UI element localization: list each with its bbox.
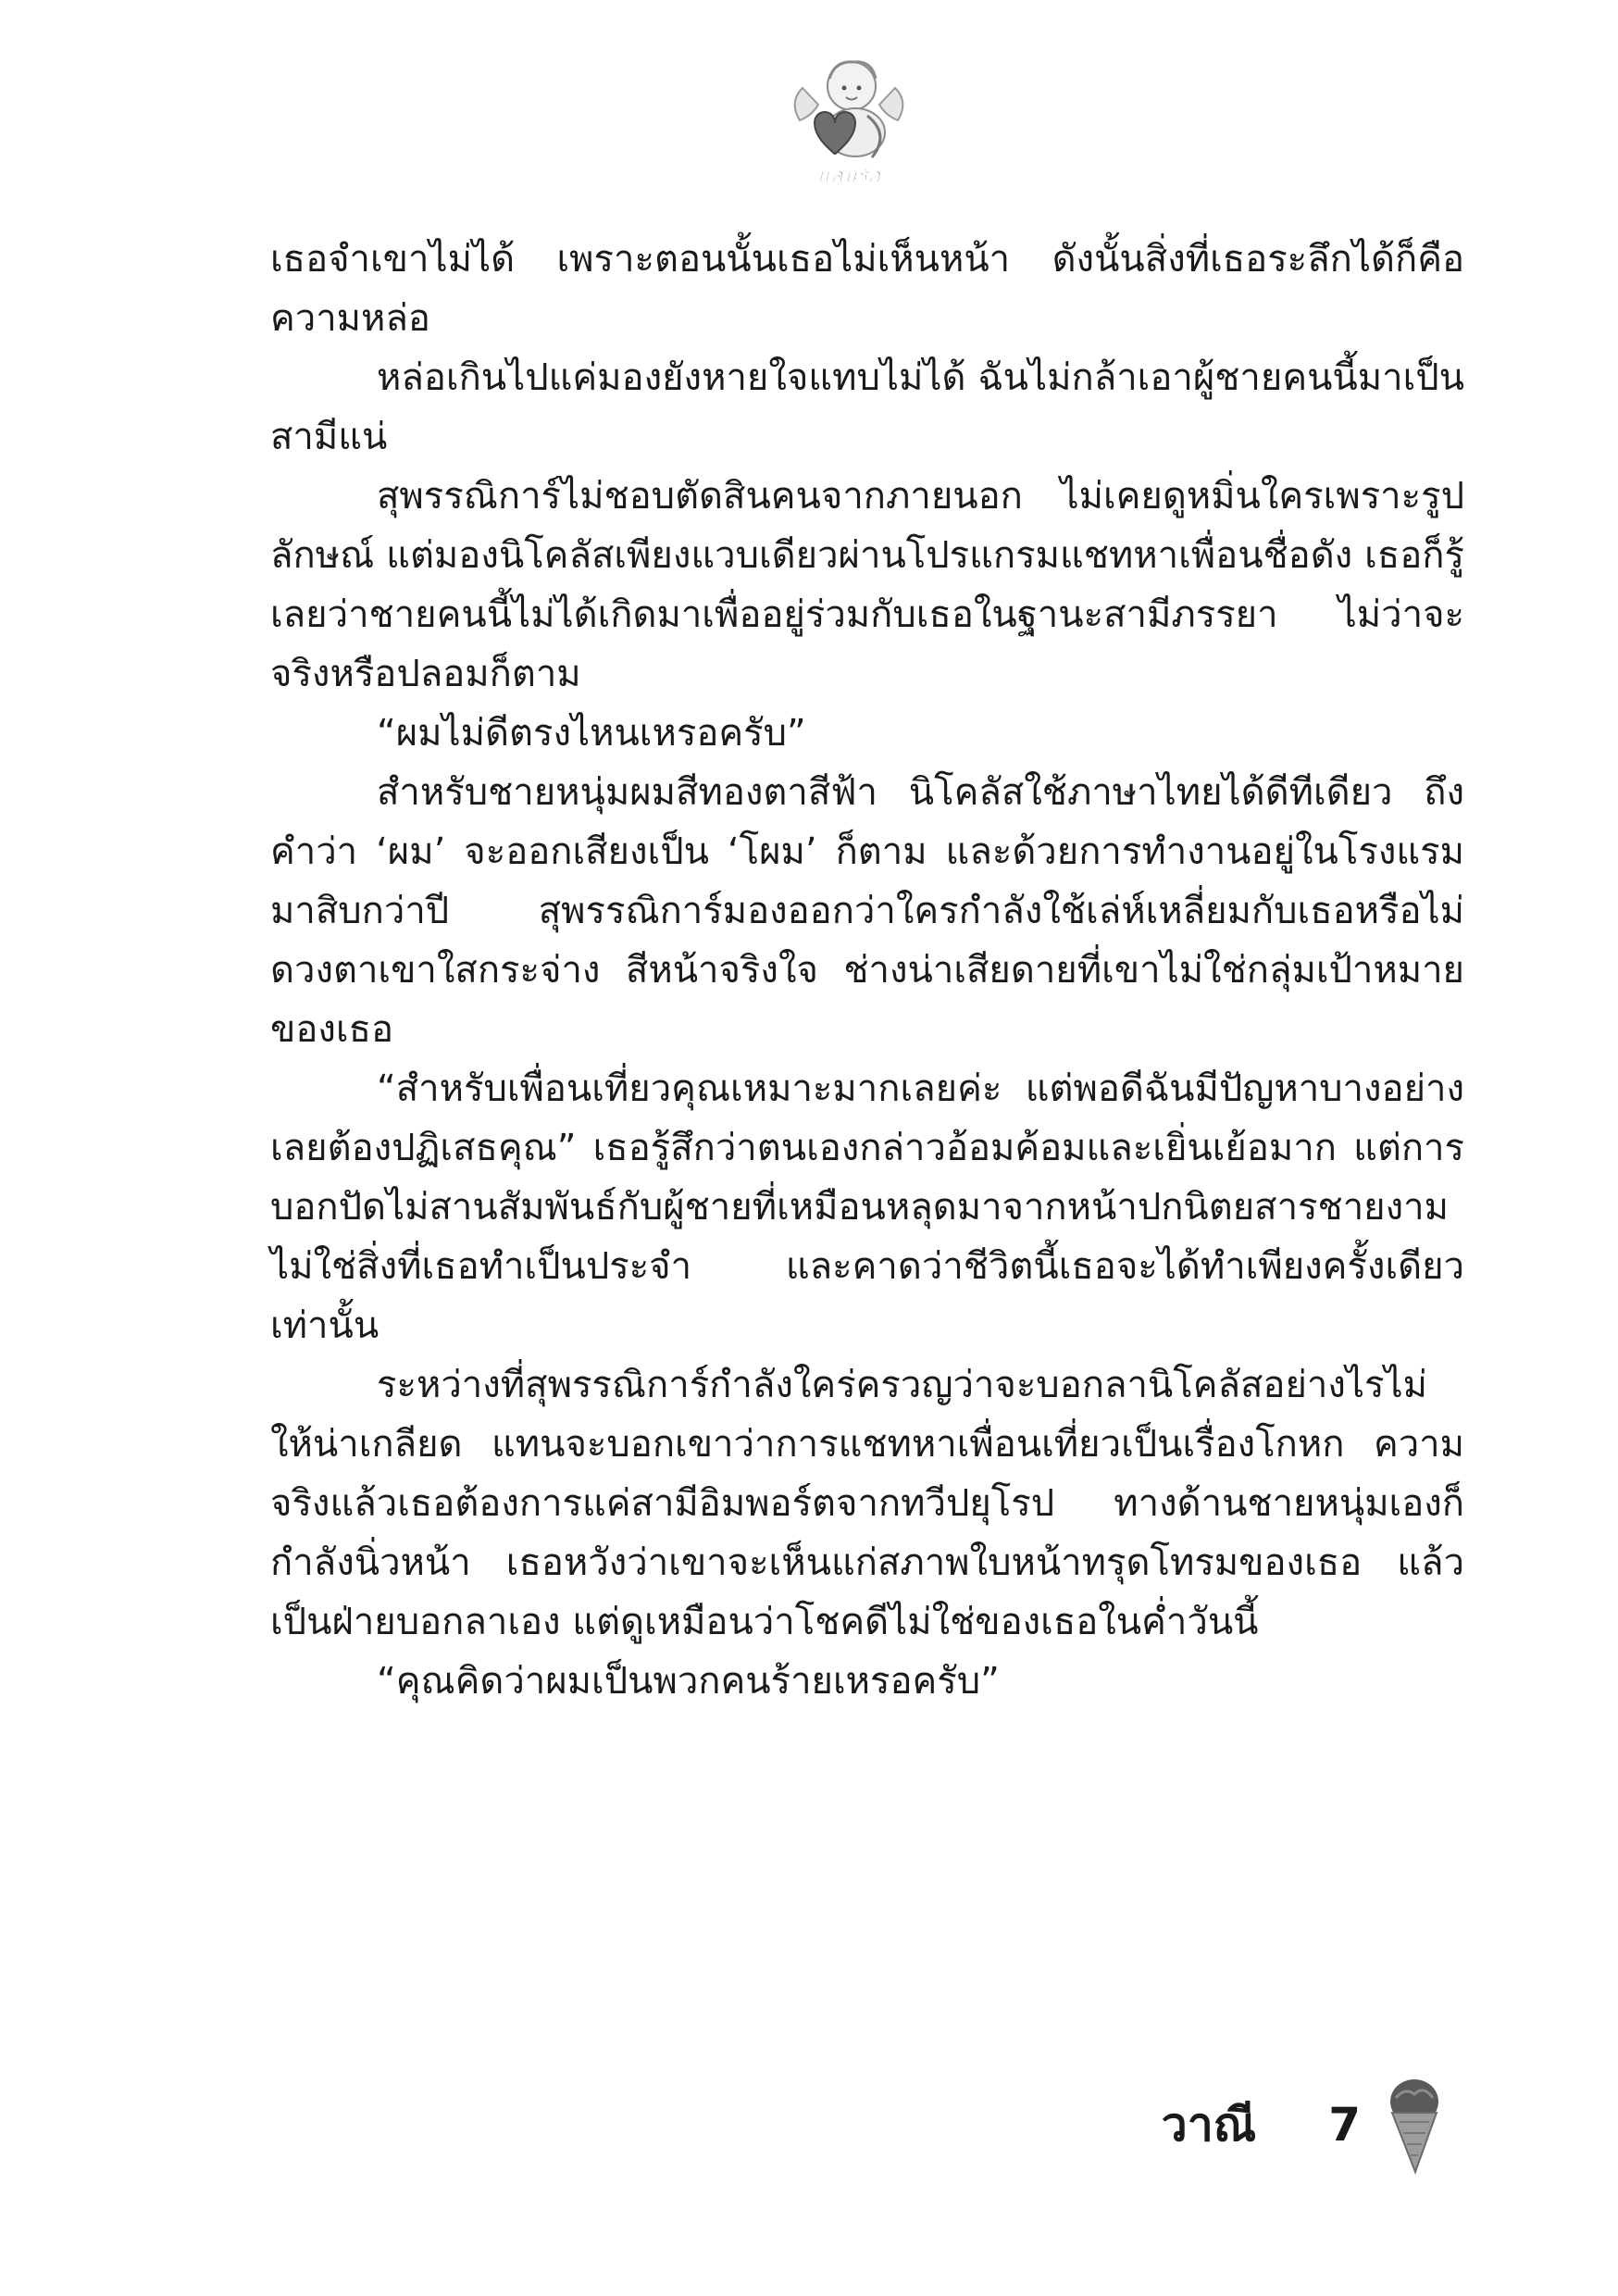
ice-cream-cone-icon — [1387, 2074, 1442, 2176]
author-name: วาณี — [1161, 2097, 1257, 2152]
paragraph-3: สุพรรณิการ์ไม่ชอบตัดสินคนจากภายนอก ไม่เคยดูหมิ่นใครเพราะรูปลักษณ์ แต่มองนิโคลัสเพียงแวบเดียวผ่านโปรแกรมแชทหาเพื่อนชื่อดัง เธอก็รู้เลยว่าชายคนนี้ไม่ได้เกิดมาเพื่ออยู่ร่วมกับเธอในฐานะสามีภรรยา ไม่ว่าจะจริงหรือปลอมก็ตาม — [270, 475, 1464, 695]
paragraph-4-dialogue: “ผมไม่ดีตรงไหนเหรอครับ” — [377, 712, 806, 755]
publisher-logo — [779, 51, 918, 190]
page-footer — [1162, 2074, 1442, 2176]
paragraph-5: สำหรับชายหนุ่มผมสีทองตาสีฟ้า นิโคลัสใช้ภาษาไทยได้ดีทีเดียว ถึงคำว่า ‘ผม’ จะออกเสียงเป็น ‘โผม’ ก็ตาม และด้วยการทำงานอยู่ในโรงแรมมาสิบกว่าปี สุพรรณิการ์มองออกว่าใครกำลังใช้เล่ห์เหลี่ยมกับเธอหรือไม่ ดวงตาเขาใสกระจ่าง สีหน้าจริงใจ ช่างน่าเสียดายที่เขาไม่ใช่กลุ่มเป้าหมายของเธอ — [270, 771, 1464, 1051]
chapter-body — [270, 230, 1464, 1711]
paragraph-1: เธอจำเขาไม่ได้ เพราะตอนนั้นเธอไม่เห็นหน้า ดังนั้นสิ่งที่เธอระลึกได้ก็คือ ความหล่อ — [270, 238, 1464, 340]
paragraph-8-dialogue: “คุณคิดว่าผมเป็นพวกคนร้ายเหรอครับ” — [377, 1660, 1000, 1703]
logo-wordmark: แสนรัก — [817, 165, 880, 188]
page-number: 7 — [1328, 2098, 1361, 2152]
paragraph-7: ระหว่างที่สุพรรณิการ์กำลังใคร่ครวญว่าจะบอกลานิโคลัสอย่างไรไม่ให้น่าเกลียด แทนจะบอกเขาว่าการแชทหาเพื่อนเที่ยวเป็นเรื่องโกหก ความจริงแล้วเธอต้องการแค่สามีอิมพอร์ตจากทวีปยุโรป ทางด้านชายหนุ่มเองก็กำลังนิ่วหน้า เธอหวังว่าเขาจะเห็นแก่สภาพใบหน้าทรุดโทรมของเธอ แล้วเป็นฝ่ายบอกลาเอง แต่ดูเหมือนว่าโชคดีไม่ใช่ของเธอในค่ำวันนี้ — [270, 1364, 1464, 1643]
paragraph-6-dialogue: “สำหรับเพื่อนเที่ยวคุณเหมาะมากเลยค่ะ แต่พอดีฉันมีปัญหาบางอย่างเลยต้องปฏิเสธคุณ” เธอรู้สึกว่าตนเองกล่าวอ้อมค้อมและเยิ่นเย้อมาก แต่การบอกปัดไม่สานสัมพันธ์กับผู้ชายที่เหมือนหลุดมาจากหน้าปกนิตยสารชายงามไม่ใช่สิ่งที่เธอทำเป็นประจำ และคาดว่าชีวิตนี้เธอจะได้ทำเพียงครั้งเดียวเท่านั้น — [270, 1067, 1464, 1347]
paragraph-2: หล่อเกินไปแค่มองยังหายใจแทบไม่ได้ ฉันไม่กล้าเอาผู้ชายคนนี้มาเป็นสามีแน่ — [270, 356, 1464, 458]
cupid-heart-icon — [779, 51, 918, 190]
